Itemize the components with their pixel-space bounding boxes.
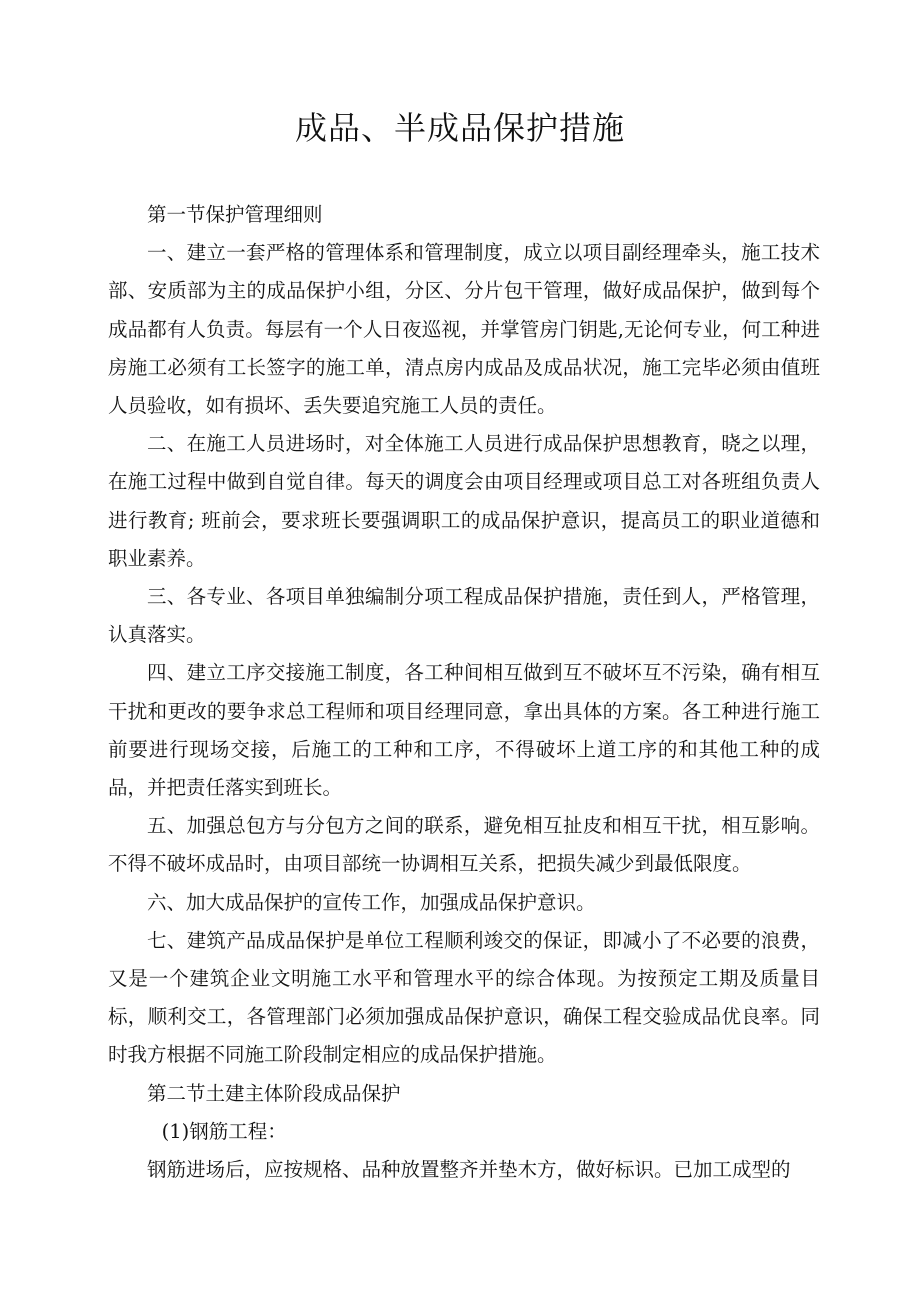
paragraph-1: 一、建立一套严格的管理体系和管理制度，成立以项目副经理牵头，施工技术部、安质部为主的成品保护小组，分区、分片包干管理，做好成品保护，做到每个成品都有人负责。每层有一个人日夜巡视，并掌管房门钥匙,无论何专业，何工种进房施工必须有工长签字的施工单，清点房内成品及成品状况，施工完毕必须由值班人员验收，如有损坏、丢失要追究施工人员的责任。 (108, 241, 820, 418)
section-heading-1: 第一节保护管理细则 (147, 203, 323, 226)
subsection-heading: (1)钢筋工程： (161, 1119, 287, 1143)
paragraph-6: 六、加大成品保护的宣传工作，加强成品保护意识。 (147, 890, 596, 914)
paragraph-5: 五、加强总包方与分包方之间的联系，避免相互扯皮和相互干扰，相互影响。不得不破坏成品时，由项目部统一协调相互关系，把损失减少到最低限度。 (108, 814, 820, 876)
document-body (108, 196, 820, 1189)
paragraph-7: 七、建筑产品成品保护是单位工程顺利竣交的保证，即减小了不必要的浪费，又是一个建筑企业文明施工水平和管理水平的综合体现。为按预定工期及质量目标，顺利交工，各管理部门必须加强成品保护意识，确保工程交验成品优良率。同时我方根据不同施工阶段制定相应的成品保护措施。 (108, 928, 820, 1067)
section-heading-2: 第二节土建主体阶段成品保护 (147, 1081, 401, 1105)
paragraph-2: 二、在施工人员进场时，对全体施工人员进行成品保护思想教育，晓之以理，在施工过程中做到自觉自律。每天的调度会由项目经理或项目总工对各班组负责人进行教育; 班前会，要求班长要强调职工的成品保护意识，提高员工的职业道德和职业素养。 (108, 432, 820, 570)
paragraph-3: 三、各专业、各项目单独编制分项工程成品保护措施，责任到人，严格管理，认真落实。 (108, 585, 820, 647)
paragraph-8: 钢筋进场后，应按规格、品种放置整齐并垫木方，做好标识。已加工成型的 (147, 1158, 791, 1182)
document-title: 成品、半成品保护措施 (294, 109, 625, 147)
paragraph-4: 四、建立工序交接施工制度，各工种间相互做到互不破坏互不污染，确有相互干扰和更改的要争求总工程师和项目经理同意，拿出具体的方案。各工种进行施工前要进行现场交接，后施工的工种和工序，不得破坏上道工序的和其他工种的成品，并把责任落实到班长。 (108, 661, 820, 800)
